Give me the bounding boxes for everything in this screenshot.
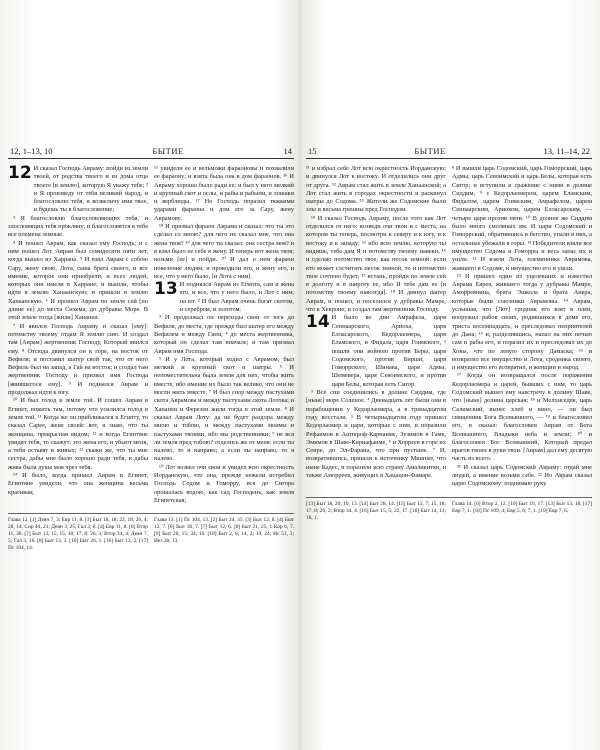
right-book-title: БЫТИЕ	[414, 146, 446, 156]
verse-paragraph: И сказал Господь Авраму: пойди из земли твоей, от родства твоего и из дома отца твоего [в землю], которую Я укажу тебе; ² и Я произведу от тебя великий народ, и благословлю тебя, и возвеличу имя твое, и будешь ты в благословение;	[33, 165, 148, 214]
right-running-head	[306, 146, 592, 159]
footnote-references: Глава 13. [1] Пс 104, 13. [2] Быт 24, 35. [3] Быт 12, 8. [4] Быт 12, 7. [6] Быт 36, 7. [7] Быт 12, 6. [8] Быт 21, 25; 1 Кор 6, 7. [9] Быт 20, 15; 34, 10. [10] Быт 2, 8; 14, 2; 19, 24; Ис 51, 3; Иез 28, 13.	[154, 517, 294, 545]
left-column-1	[8, 165, 148, 505]
verse-paragraph: И было во дни Амрафела, царя Сеннаарского, Ариоха, царя Елласарского, Кедорлаомера, царя Еламского, и Фидала, царя Гоимского, ² пошли они войною против Беры, царя Содомского, против Бирши, царя Гоморрского, Шинава, царя Адмы, Шемевера, царя Севоимского, и против царя Белы, которая есть Сигор.	[331, 314, 446, 388]
left-footnotes	[8, 513, 294, 552]
chapter-number: 12	[8, 163, 32, 183]
footnote-references: [13] Быт 18, 20; 19, 13. [14] Быт 28, 14. [15] Быт 12, 7; 15, 18; 17, 8; 26, 3; Втор 34, 4. [16] Быт 15, 5; 22, 17. [18] Быт 14, 13; 18, 1.	[306, 500, 446, 521]
left-columns	[8, 165, 294, 505]
verse-paragraph: ¹⁵ увидели ее и вельможи фараоновы и похвалили ее фараону; и взята была она в дом фараонов. ¹⁶ И Авраму хорошо было ради ее; и был у него мелкий и крупный скот и ослы, и рабы и рабыни, и лошаки и верблюды. ¹⁷ Но Господь поразил тяжкими ударами фараона и дом его за Сару, жену Аврамову.	[154, 165, 294, 222]
verse-paragraph: ¹⁴ И сказал Господь Авраму, после того как Лот отделился от него: возведи очи твои и с места, на котором ты теперь, посмотри к северу и к югу, и к востоку и к западу; ¹⁵ ибо всю землю, которую ты видишь, тебе дам Я и потомству твоему навеки, ¹⁶ и сделаю потомство твое, как песок земной; если кто может сосчитать песок земной, то и потомство твое сочтено будет; ¹⁷ встань, пройди по земле сей в долготу и в широту ее, ибо Я тебе дам ее [и потомству твоему навсегда]. ¹⁸ И двинул шатер Аврам, и пошел, и поселился у дубравы Мамре, что в Хевроне; и создал там жертвенник Господу.	[306, 214, 446, 314]
chapter-14-start	[306, 314, 446, 389]
verse-paragraph: ³ Я благословлю благословляющих тебя, и злословящих тебя прокляну; и благословятся в тебе все племена земные.	[8, 214, 149, 239]
right-footnotes	[306, 497, 592, 522]
right-column-2	[452, 165, 592, 489]
left-running-head	[8, 146, 294, 159]
verse-paragraph: ⁷ И явился Господь Авраму и сказал [ему]: потомству твоему отдам Я землю сию. И создал там [Аврам] жертвенник Господу, Который явился ему. ⁸ Отсюда двинулся он к горе, на восток от Вефиля; и поставил шатер свой так, что от него Вефиль был на запад, а Гай на восток; и создал там жертвенник Господу и призвал имя Господа [явившегося ему]. ⁹ И поднялся Аврам и продолжал идти к югу.	[8, 322, 148, 397]
verse-paragraph: ²¹ И сказал царь Содомский Авраму: отдай мне людей, а имение возьми себе. ²² Но Аврам сказал царю Содомскому: поднимаю руку	[452, 463, 592, 488]
verse-paragraph: ¹⁸ И призвал фараон Аврама и сказал: что ты это сделал со мною? для чего не сказал мне, что она жена твоя? ¹⁹ для чего ты сказал: она сестра моя? и я взял было ее себе в жену. И теперь вот жена твоя; возьми [ее] и пойди. ²⁰ И дал о нем фараон повеление людям, и проводили его, и жену его, и все, что у него было, [и Лота с ним].	[154, 223, 294, 280]
verse-paragraph: ¹⁰ Лот возвел очи свои и увидел всю окрестность Иорданскую, что она, прежде нежели истребил Господь Содом и Гоморру, вся до Сигора орошалась водою, как сад Господень, как земля Египетская;	[154, 463, 294, 504]
verse-paragraph: ¹¹ и избрал себе Лот всю окрестность Иорданскую; и двинулся Лот к востоку. И отделились они друг от друга. ¹² Аврам стал жить в земле Ханаанской; а Лот стал жить в городах окрестности и раскинул шатры до Содома. ¹³ Жители же Содомские были злы и весьма грешны пред Господом.	[306, 165, 446, 214]
verse-paragraph: ¹⁰ И был голод в земле той. И сошел Аврам в Египет, пожить там, потому что усилился голод в земле той. ¹¹ Когда же он приближался к Египту, то сказал Сарее, жене своей: вот, я знаю, что ты женщина, прекрасная видом; ¹² и когда Египтяне увидят тебя, то скажут: это жена его; и убьют меня, а тебя оставят в живых; ¹³ скажи же, что ты мне сестра, дабы мне было хорошо ради тебя, и дабы жива была душа моя чрез тебя.	[8, 397, 148, 471]
right-column-1	[306, 165, 446, 489]
right-page-number: 15	[308, 146, 317, 156]
verse-paragraph: ¹⁷ Когда он возвращался после поражения Кедорлаомера и царей, бывших с ним, то царь Содомский вышел ему навстречу в долину Шаве, что [ныне] долина царская; ¹⁸ и Мелхиседек, царь Салимский, вынес хлеб и вино, — он был священник Бога Всевышнего, — ¹⁹ и благословил его, и сказал: благословен Аврам от Бога Всевышнего, Владыки неба и земли; ²⁰ и благословен Бог Всевышний, Который предал врагов твоих в руки твои. [Аврам] дал ему десятую часть из всего.	[452, 372, 592, 463]
right-columns	[306, 165, 592, 489]
right-page	[306, 146, 592, 706]
footnote-references: Глава 12. [1] Деян 7, 3; Евр 11, 8. [3] Быт 18, 18; 22, 18; 26, 4; 28, 14; Сир 44, 21; Деян 3, 25; Гал 3, 8. [4] Евр 11, 8. [6] Втор 11, 30. [7] Быт 13, 15; 15, 18; 17, 8; 26, 3; Втор 34, 4; Деян 7, 5; Гал 3, 16. [8] Быт 13, 3. [10] Быт 26, 1. [16] Быт 13, 2. [17] Пс 104, 14.	[8, 517, 148, 552]
left-verse-range: 12, 1–13, 10	[10, 146, 53, 156]
right-verse-range: 13, 11–14, 22	[543, 146, 590, 156]
verse-paragraph: ⁴ И пошел Аврам, как сказал ему Господь; и с ним пошел Лот. Аврам был семидесяти пяти лет, когда вышел из Харрана. ⁵ И взял Аврам с собою Сару, жену свою, Лота, сына брата своего, и все имение, которое они приобрели, и всех людей, которых они имели в Харране; и вышли, чтобы идти в землю Ханаанскую; и пришли в землю Ханаанскую. ⁶ И прошел Аврам по земле сей [по длине ее] до места Сихема, до дубравы Море. В этой земле тогда [жили] Хананеи.	[8, 239, 148, 322]
verse-paragraph: ³ И продолжал он переходы свои от юга до Вефиля, до места, где прежде был шатер его между Вефилем и между Гаем, ⁴ до места жертвенника, который он сделал там вначале; и там призвал Аврам имя Господа.	[154, 314, 294, 355]
verse-paragraph: ³ Все сии соединились в долине Сиддим, где [ныне] море Соленое. ⁴ Двенадцать лет были они в порабощении у Кедорлаомера, а в тринадцатом году восстали. ⁵ В четырнадцатом году пришел Кедорлаомер и цари, которые с ним, и поразили Рефаимов в Аштероф-Карнаиме, Зузимов в Гаме, Эмимов в Шаве-Кириафаиме, ⁶ и Хорреев в горе их Сеире, до Эл-Фарана, что при пустыне. ⁷ И, возвратившись, пришли к источнику Мишпат, что ныне Кадес, и поразили всю страну Амаликитян, и также Аморреев, живущих в Хацацон-Фамаре.	[306, 389, 446, 479]
chapter-12-start	[8, 165, 148, 215]
left-column-2	[154, 165, 294, 505]
left-page	[8, 146, 294, 706]
left-page-number: 14	[283, 146, 292, 156]
left-book-title: БЫТИЕ	[152, 146, 184, 156]
verse-paragraph: ¹³ И пришел один из уцелевших и известил Аврама Еврея, жившего тогда у дубравы Мамре, Аморреянина, брата Эшкола и брата Анера, которые были союзники Аврамовы. ¹⁴ Аврам, услышав, что [Лот] сродник его взят в плен, вооружил рабов своих, родившихся в доме его, триста восемнадцать, и преследовал неприятелей до Дана; ¹⁵ и, разделившись, напал на них ночью сам и рабы его, и поразил их и преследовал их до Ховы, что по левую сторону Дамаска; ¹⁶ и возвратил все имущество и Лота, сродника своего, и имущество его возвратил, и женщин и народ.	[452, 272, 592, 372]
verse-paragraph: ¹⁴ И было, когда пришел Аврам в Египет, Египтяне увидели, что она женщина весьма красивая;	[8, 471, 148, 496]
chapter-13-start	[154, 281, 294, 314]
footnote-references: Глава 14. [6] Втор 2, 12. [10] Быт 19, 17. [13] Быт 13, 18. [17] Евр 7, 1. [18] Пс 109, 4; Евр 5, 6; 7, 1. [19] Евр 7, 6.	[452, 500, 592, 514]
verse-paragraph: ⁵ И у Лота, который ходил с Аврамом, был мелкий и крупный скот и шатры. ⁶ И непоместительна была земля для них, чтобы жить вместе, ибо имение их было так велико, что они не могли жить вместе. ⁷ И был спор между пастухами скота Аврамова и между пастухами скота Лотова; и Хананеи и Ферезеи жили тогда в этой земле. ⁸ И сказал Аврам Лоту: да не будет раздора между мною и тобою, и между пастухами моими и пастухами твоими, ибо мы родственники; ⁹ не вся ли земля пред тобою? отделись же от меня: если ты налево, то я направо; а если ты направо, то я налево.	[154, 355, 294, 463]
verse-paragraph: И поднялся Аврам из Египта, сам и жена его, и все, что у него было, и Лот с ним, на юг. ² И был Аврам очень богат скотом, и серебром, и золотом.	[179, 281, 294, 314]
chapter-number: 14	[306, 312, 330, 333]
chapter-number: 13	[154, 279, 178, 300]
verse-paragraph: ⁸ И вышли царь Содомский, царь Гоморрский, царь Адмы, царь Севоимский и царь Белы, которая есть Сигор; и вступили в сражение с ними в долине Сиддим, ⁹ с Кедорлаомером, царем Еламским, Фидалом, царем Гоимским, Амрафелом, царем Сеннаарским, Ариохом, царем Елласарским, — четыре царя против пяти. ¹⁰ В долине же Сиддим было много смоляных ям. И цари Содомский и Гоморрский, обратившись в бегство, упали в них, а остальные убежали в горы. ¹¹ Победители взяли все имущество Содома и Гоморры и весь запас их и ушли. ¹² И взяли Лота, племянника Аврамова, жившего в Содоме, и имущество его и ушли.	[452, 165, 592, 272]
